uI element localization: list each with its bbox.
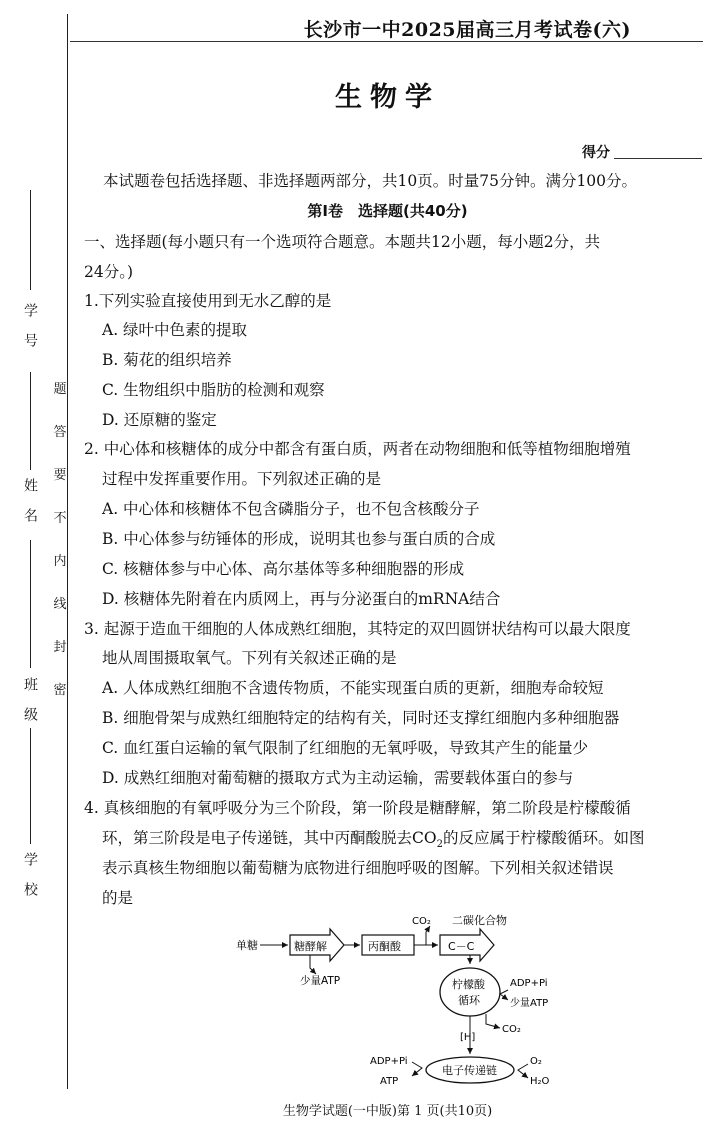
q2-option-b[interactable]: B. 中心体参与纺锤体的形成，说明其也参与蛋白质的合成 xyxy=(102,530,496,548)
page-footer: 生物学试题(一中版)第 1 页(共10页) xyxy=(282,1104,493,1119)
q3-option-d[interactable]: D. 成熟红细胞对葡萄糖的摄取方式为主动运输，需要载体蛋白的参与 xyxy=(102,769,574,787)
little-atp-label-2: 少量ATP xyxy=(510,998,549,1009)
seal-char: 内 xyxy=(53,554,67,569)
q3-stem-cont: 地从周围摄取氧气。下列有关叙述正确的是 xyxy=(102,649,397,667)
q1-option-d[interactable]: D. 还原糖的鉴定 xyxy=(102,411,217,429)
q3-option-c[interactable]: C. 血红蛋白运输的氧气限制了红细胞的无氧呼吸，导致其产生的能量少 xyxy=(102,739,589,757)
q1-option-c[interactable]: C. 生物组织中脂肪的检测和观察 xyxy=(102,381,325,399)
q4-stem-line3: 表示真核生物细胞以葡萄糖为底物进行细胞呼吸的图解。下列相关叙述错误 xyxy=(102,859,614,877)
h-label: [H] xyxy=(460,1032,476,1043)
seal-char: 要 xyxy=(53,468,67,483)
header-rule xyxy=(70,41,703,42)
score-label: 得分 xyxy=(582,145,610,161)
atp-label: ATP xyxy=(380,1076,399,1087)
q1-stem: 1.下列实验直接使用到无水乙醇的是 xyxy=(84,292,332,310)
q3-option-b[interactable]: B. 细胞骨架与成熟红细胞特定的结构有关，同时还支撑红细胞内多种细胞器 xyxy=(102,709,620,727)
q2-option-d[interactable]: D. 核糖体先附着在内质网上，再与分泌蛋白的mRNA结合 xyxy=(102,590,501,608)
q2-stem: 2. 中心体和核糖体的成分中都含有蛋白质，两者在动物细胞和低等植物细胞增殖 xyxy=(84,440,631,458)
section1-instruction: 一、选择题(每小题只有一个选项符合题意。本题共12小题，每小题2分，共 xyxy=(84,233,601,251)
seal-char: 题 xyxy=(53,382,67,397)
school-blank[interactable] xyxy=(30,728,31,844)
monosaccharide-label: 单糖 xyxy=(236,939,258,952)
number-label: 学 号 xyxy=(22,303,38,347)
class-label: 班 级 xyxy=(22,677,38,721)
q1-option-a[interactable]: A. 绿叶中色素的提取 xyxy=(102,321,248,339)
section1-instruction-cont: 24分。) xyxy=(84,263,134,281)
citric-cycle-label-2: 循环 xyxy=(458,994,480,1007)
school-label: 学 校 xyxy=(22,852,38,896)
exam-title: 长沙市一中2025届高三月考试卷(六) xyxy=(303,19,631,41)
respiration-diagram xyxy=(230,908,600,1090)
part1-title: 第Ⅰ卷 选择题(共40分) xyxy=(307,202,468,220)
glycolysis-label: 糖酵解 xyxy=(294,940,327,953)
o2-label: O₂ xyxy=(530,1056,542,1067)
seal-char: 封 xyxy=(53,640,67,655)
co2-right-label: CO₂ xyxy=(502,1024,521,1035)
c-c-label: C－C xyxy=(448,940,475,953)
q2-stem-cont: 过程中发挥重要作用。下列叙述正确的是 xyxy=(102,470,382,488)
h2o-label: H₂O xyxy=(530,1076,550,1087)
q1-option-b[interactable]: B. 菊花的组织培养 xyxy=(102,351,232,369)
q4-stem-line2 xyxy=(102,828,644,855)
q4-co2-subscript: 2 xyxy=(436,839,443,851)
q4-stem-line4: 的是 xyxy=(102,889,134,907)
little-atp-label-1: 少量ATP xyxy=(300,975,341,987)
seal-char: 答 xyxy=(53,425,67,440)
intro-text: 本试题卷包括选择题、非选择题两部分，共10页。时量75分钟。满分100分。 xyxy=(103,172,638,190)
name-label: 姓 名 xyxy=(22,478,38,522)
q4-stem-part: 的反应属于柠檬酸循环。如图 xyxy=(442,829,645,847)
score-blank[interactable] xyxy=(614,158,702,159)
q2-option-c[interactable]: C. 核糖体参与中心体、高尔基体等多种细胞器的形成 xyxy=(102,560,465,578)
name-blank[interactable] xyxy=(30,372,31,470)
q3-stem: 3. 起源于造血干细胞的人体成熟红细胞，其特定的双凹圆饼状结构可以最大限度 xyxy=(84,620,631,638)
pyruvate-label: 丙酮酸 xyxy=(368,940,401,953)
q3-option-a[interactable]: A. 人体成熟红细胞不含遗传物质，不能实现蛋白质的更新，细胞寿命较短 xyxy=(102,679,604,697)
q2-option-a[interactable]: A. 中心体和核糖体不包含磷脂分子，也不包含核酸分子 xyxy=(102,500,480,518)
q4-stem-part: 环，第三阶段是电子传递链，其中丙酮酸脱去CO xyxy=(102,829,437,847)
seal-char: 密 xyxy=(53,683,67,698)
subject-title: 生物学 xyxy=(335,82,440,113)
seal-char: 不 xyxy=(53,511,67,526)
q4-stem: 4. 真核细胞的有氧呼吸分为三个阶段，第一阶段是糖酵解，第二阶段是柠檬酸循 xyxy=(84,799,631,817)
two-carbon-label: 二碳化合物 xyxy=(452,914,507,927)
class-blank[interactable] xyxy=(30,540,31,668)
adp-pi-label-1: ADP+Pi xyxy=(510,978,548,989)
co2-top-label: CO₂ xyxy=(412,916,431,927)
adp-pi-label-2: ADP+Pi xyxy=(370,1056,408,1067)
seal-char: 线 xyxy=(53,597,67,612)
etc-label: 电子传递链 xyxy=(442,1064,497,1077)
citric-cycle-label-1: 柠檬酸 xyxy=(452,978,485,991)
